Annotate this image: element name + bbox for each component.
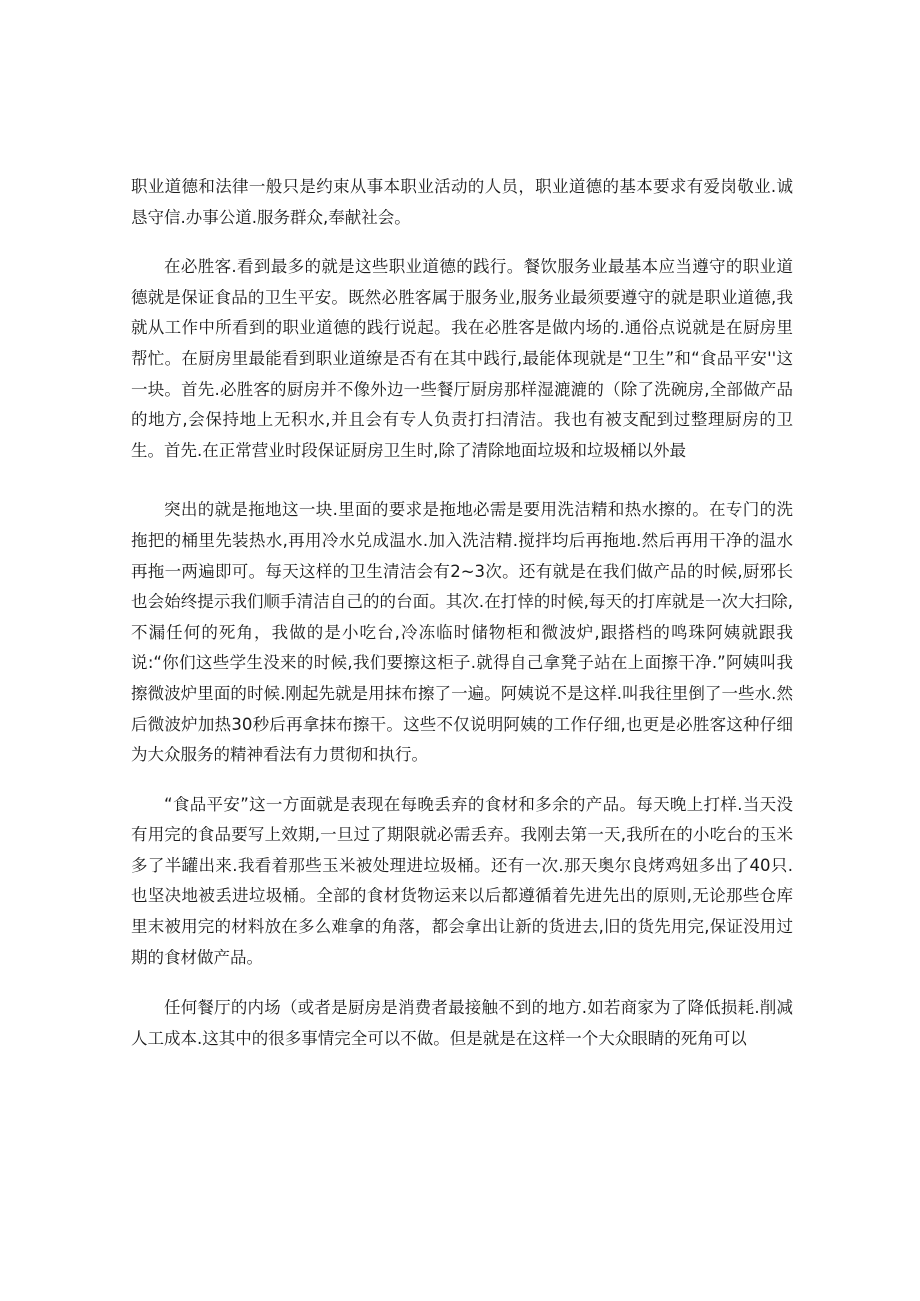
paragraph-4: “食品平安”这一方面就是表现在每晚丢弃的食材和多余的产品。每天晚上打样.当天没有用完的食品要写上效期,一旦过了期限就必需丢弃。我刚去第一天,我所在的小吃台的玉米多了半罐出来.我看着那些玉米被处理进垃圾桶。还有一次.那天奥尔良烤鸡妞多出了40只.也坚决地被丢进垃圾桶。全部的食材货物运来以后都遵循着先进先出的原则,无论那些仓库里末被用完的材料放在多么难拿的角落，都会拿出让新的货进去,旧的货先用完,保证没用过期的食材做产品。 [131,794,793,967]
paragraph-5: 任何餐厅的内场（或者是厨房是消费者最接触不到的地方.如若商家为了降低损耗.削减人工成本.这其中的很多事情完全可以不做。但是就是在这样一个大众眼睛的死角可以 [131,998,793,1048]
paragraph-1: 职业道德和法律一般只是约束从事本职业活动的人员，职业道德的基本要求有爱岗敬业.诚恳守信.办事公道.服务群众,奉献社会。 [131,177,793,227]
paragraph-2: 在必胜客.看到最多的就是这些职业道德的践行。餐饮服务业最基本应当遵守的职业道德就是保证食品的卫生平安。既然必胜客属于服务业,服务业最须要遵守的就是职业道德,我就从工作中所看到的职业道德的践行说起。我在必胜客是做内场的.通俗点说就是在厨房里帮忙。在厨房里最能看到职业道缭是否有在其中践行,最能体现就是“卫生”和“食品平安''这一块。首先.必胜客的厨房并不像外边一些餐厅厨房那样湿漉漉的（除了洗碗房,全部做产品的地方,会保持地上无积水,并且会有专人负责打扫清洁。我也有被支配到过整理厨房的卫生。首先.在正常营业时段保证厨房卫生时,除了清除地面垃圾和垃圾桶以外最 [131,257,793,460]
document-body [131,172,793,1054]
paragraph-3: 突出的就是拖地这一块.里面的要求是拖地必需是要用洗洁精和热水擦的。在专门的洗拖把的桶里先装热水,再用冷水兑成温水.加入洗洁精.搅拌均后再拖地.然后再用干净的温水再拖一两遍即可。每天这样的卫生清洁会有2~3次。还有就是在我们做产品的时候,厨邪长也会始终提示我们顺手清洁自己的的台面。其次.在打悻的时候,每天的打库就是一次大扫除,不漏任何的死角，我做的是小吃台,冷冻临时储物柜和微波炉,跟搭档的鸣珠阿姨就跟我说:“你们这些学生没来的时候,我们要擦这柜子.就得自己拿凳子站在上面擦干净.”阿姨叫我擦微波炉里面的时候.刚起先就是用抹布擦了一遍。阿姨说不是这样.叫我往里倒了一些水.然后微波炉加热30秒后再拿抹布擦干。这些不仅说明阿姨的工作仔细,也更是必胜客这种仔细为大众服务的精神看法有力贯彻和执行。 [131,500,793,765]
